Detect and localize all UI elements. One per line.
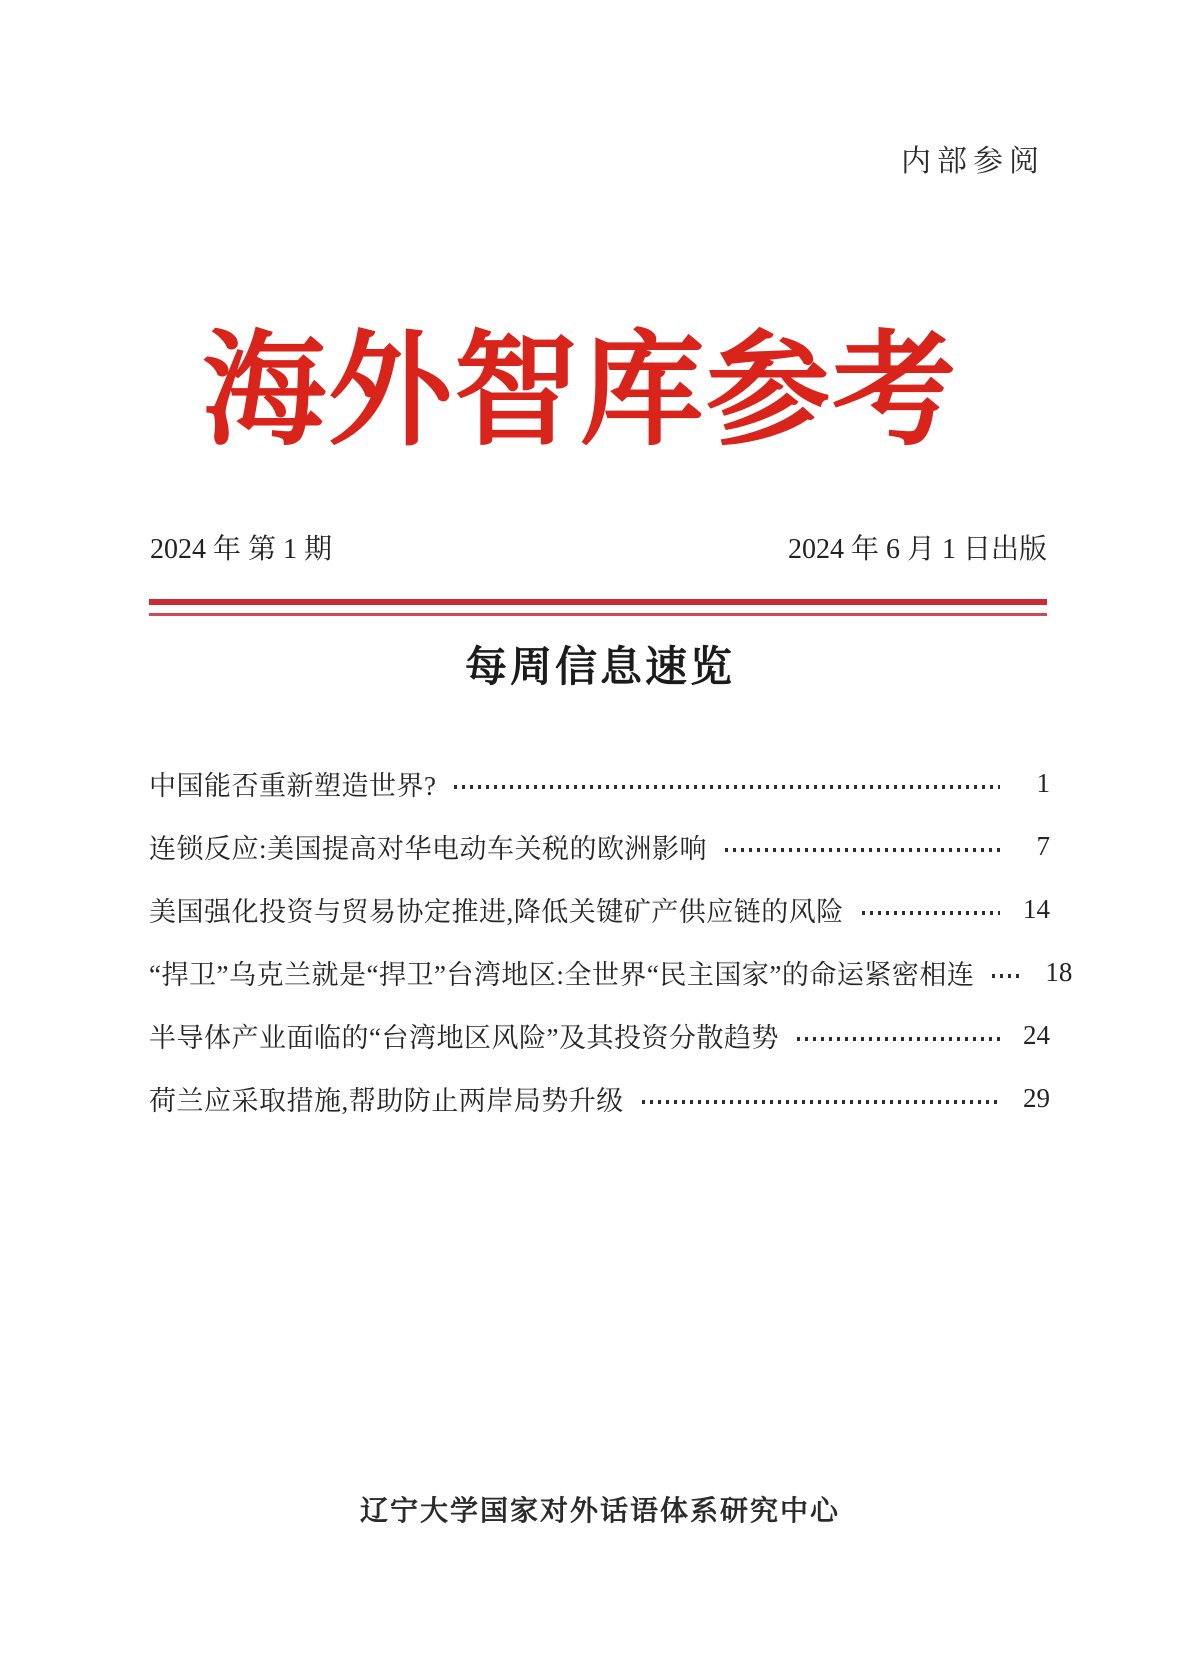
dot-leader xyxy=(862,911,1000,915)
divider-rule-thin xyxy=(149,613,1047,616)
publisher-institution: 辽宁大学国家对外话语体系研究中心 xyxy=(359,1495,840,1526)
dot-leader xyxy=(725,848,1000,852)
toc-entry-page-number: 7 xyxy=(1036,831,1050,861)
toc-entry xyxy=(149,1004,1050,1067)
issue-number: 2024 年 第 1 期 xyxy=(150,534,333,565)
toc-entry-page-number: 14 xyxy=(1023,894,1050,924)
toc-entry-title: 连锁反应:美国提高对华电动车关税的欧洲影响 xyxy=(149,834,708,864)
dot-leader xyxy=(797,1037,1000,1041)
toc-entry-page-number: 1 xyxy=(1036,768,1050,798)
divider-rule-thick xyxy=(149,599,1047,605)
publication-title: 海外智库参考 xyxy=(201,323,958,460)
toc-entry-title: 荷兰应采取措施,帮助防止两岸局势升级 xyxy=(149,1086,624,1116)
publish-date: 2024 年 6 月 1 日出版 xyxy=(787,534,1047,565)
dot-leader xyxy=(992,974,1022,978)
toc-entry xyxy=(149,878,1050,941)
toc-entry-title: 半导体产业面临的“台湾地区风险”及其投资分散趋势 xyxy=(149,1023,779,1053)
section-title: 每周信息速览 xyxy=(464,643,735,690)
toc-entry xyxy=(149,941,1073,1004)
toc-entry-page-number: 18 xyxy=(1045,957,1073,987)
issue-meta-row xyxy=(150,527,1047,567)
dot-leader xyxy=(642,1100,1000,1104)
dot-leader xyxy=(454,785,1000,789)
classification-mark: 内部参阅 xyxy=(901,145,1045,178)
toc-entry-title: 美国强化投资与贸易协定推进,降低关键矿产供应链的风险 xyxy=(149,897,844,927)
toc-entry-page-number: 29 xyxy=(1023,1083,1050,1113)
table-of-contents xyxy=(149,752,1073,1130)
toc-entry xyxy=(149,1067,1050,1130)
toc-entry-title: 中国能否重新塑造世界? xyxy=(149,771,437,801)
toc-entry-page-number: 24 xyxy=(1023,1020,1050,1050)
toc-entry xyxy=(149,815,1050,878)
toc-entry xyxy=(149,752,1050,815)
toc-entry-title: “捍卫”乌克兰就是“捍卫”台湾地区:全世界“民主国家”的命运紧密相连 xyxy=(149,960,975,990)
